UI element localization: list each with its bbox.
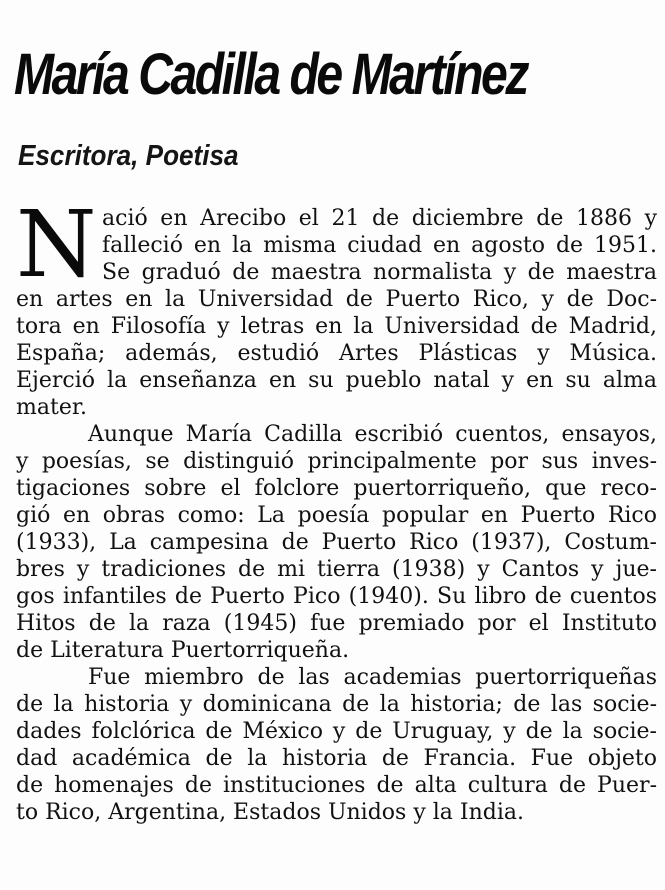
text-line: gió en obras como: La poesía popular en Puerto Rico: [16, 503, 657, 528]
text-line: tigaciones sobre el folclore puertorriqueño, que reco-: [16, 476, 657, 501]
paragraph-3: [16, 664, 657, 826]
text-line: tora en Filosofía y letras en la Universidad de Madrid,: [16, 314, 657, 339]
text-line: de la historia y dominicana de la historia; de las socie-: [16, 692, 657, 717]
text-line: to Rico, Argentina, Estados Unidos y la India.: [16, 800, 524, 825]
text-line: (1933), La campesina de Puerto Rico (1937), Costum-: [16, 530, 657, 555]
text-line: Aunque María Cadilla escribió cuentos, ensayos,: [88, 422, 657, 447]
text-line: mater.: [16, 395, 87, 420]
text-line: de Literatura Puertorriqueña.: [16, 638, 350, 663]
drop-cap: N: [16, 191, 97, 298]
page-subtitle: Escritora, Poetisa: [18, 140, 239, 172]
text-line: Hitos de la raza (1945) fue premiado por el Instituto: [16, 611, 657, 636]
text-line: España; además, estudió Artes Plásticas y Música.: [16, 341, 657, 366]
text-line: falleció en la misma ciudad en agosto de 1951.: [102, 233, 657, 258]
text-line: dad académica de la historia de Francia. Fue objeto: [16, 746, 657, 771]
text-line: y poesías, se distinguió principalmente por sus inves-: [16, 449, 657, 474]
text-line: Se graduó de maestra normalista y de maestra: [102, 260, 657, 285]
text-line: Fue miembro de las academias puertorriqueñas: [88, 665, 657, 690]
paragraph-1: [16, 205, 657, 421]
paragraph-2: [16, 421, 657, 664]
text-line: gos infantiles de Puerto Pico (1940). Su libro de cuentos: [16, 584, 657, 609]
article-body: [16, 191, 657, 826]
text-line: en artes en la Universidad de Puerto Rico, y de Doc-: [16, 287, 657, 312]
text-line: dades folclórica de México y de Uruguay, y de la socie-: [16, 719, 657, 744]
text-line: bres y tradiciones de mi tierra (1938) y Cantos y jue-: [16, 557, 657, 582]
text-line: ació en Arecibo el 21 de diciembre de 1886 y: [102, 206, 657, 231]
text-line: de homenajes de instituciones de alta cultura de Puer-: [16, 773, 657, 798]
text-line: Ejerció la enseñanza en su pueblo natal y en su alma: [16, 368, 657, 393]
page-title: María Cadilla de Martínez: [14, 42, 527, 107]
